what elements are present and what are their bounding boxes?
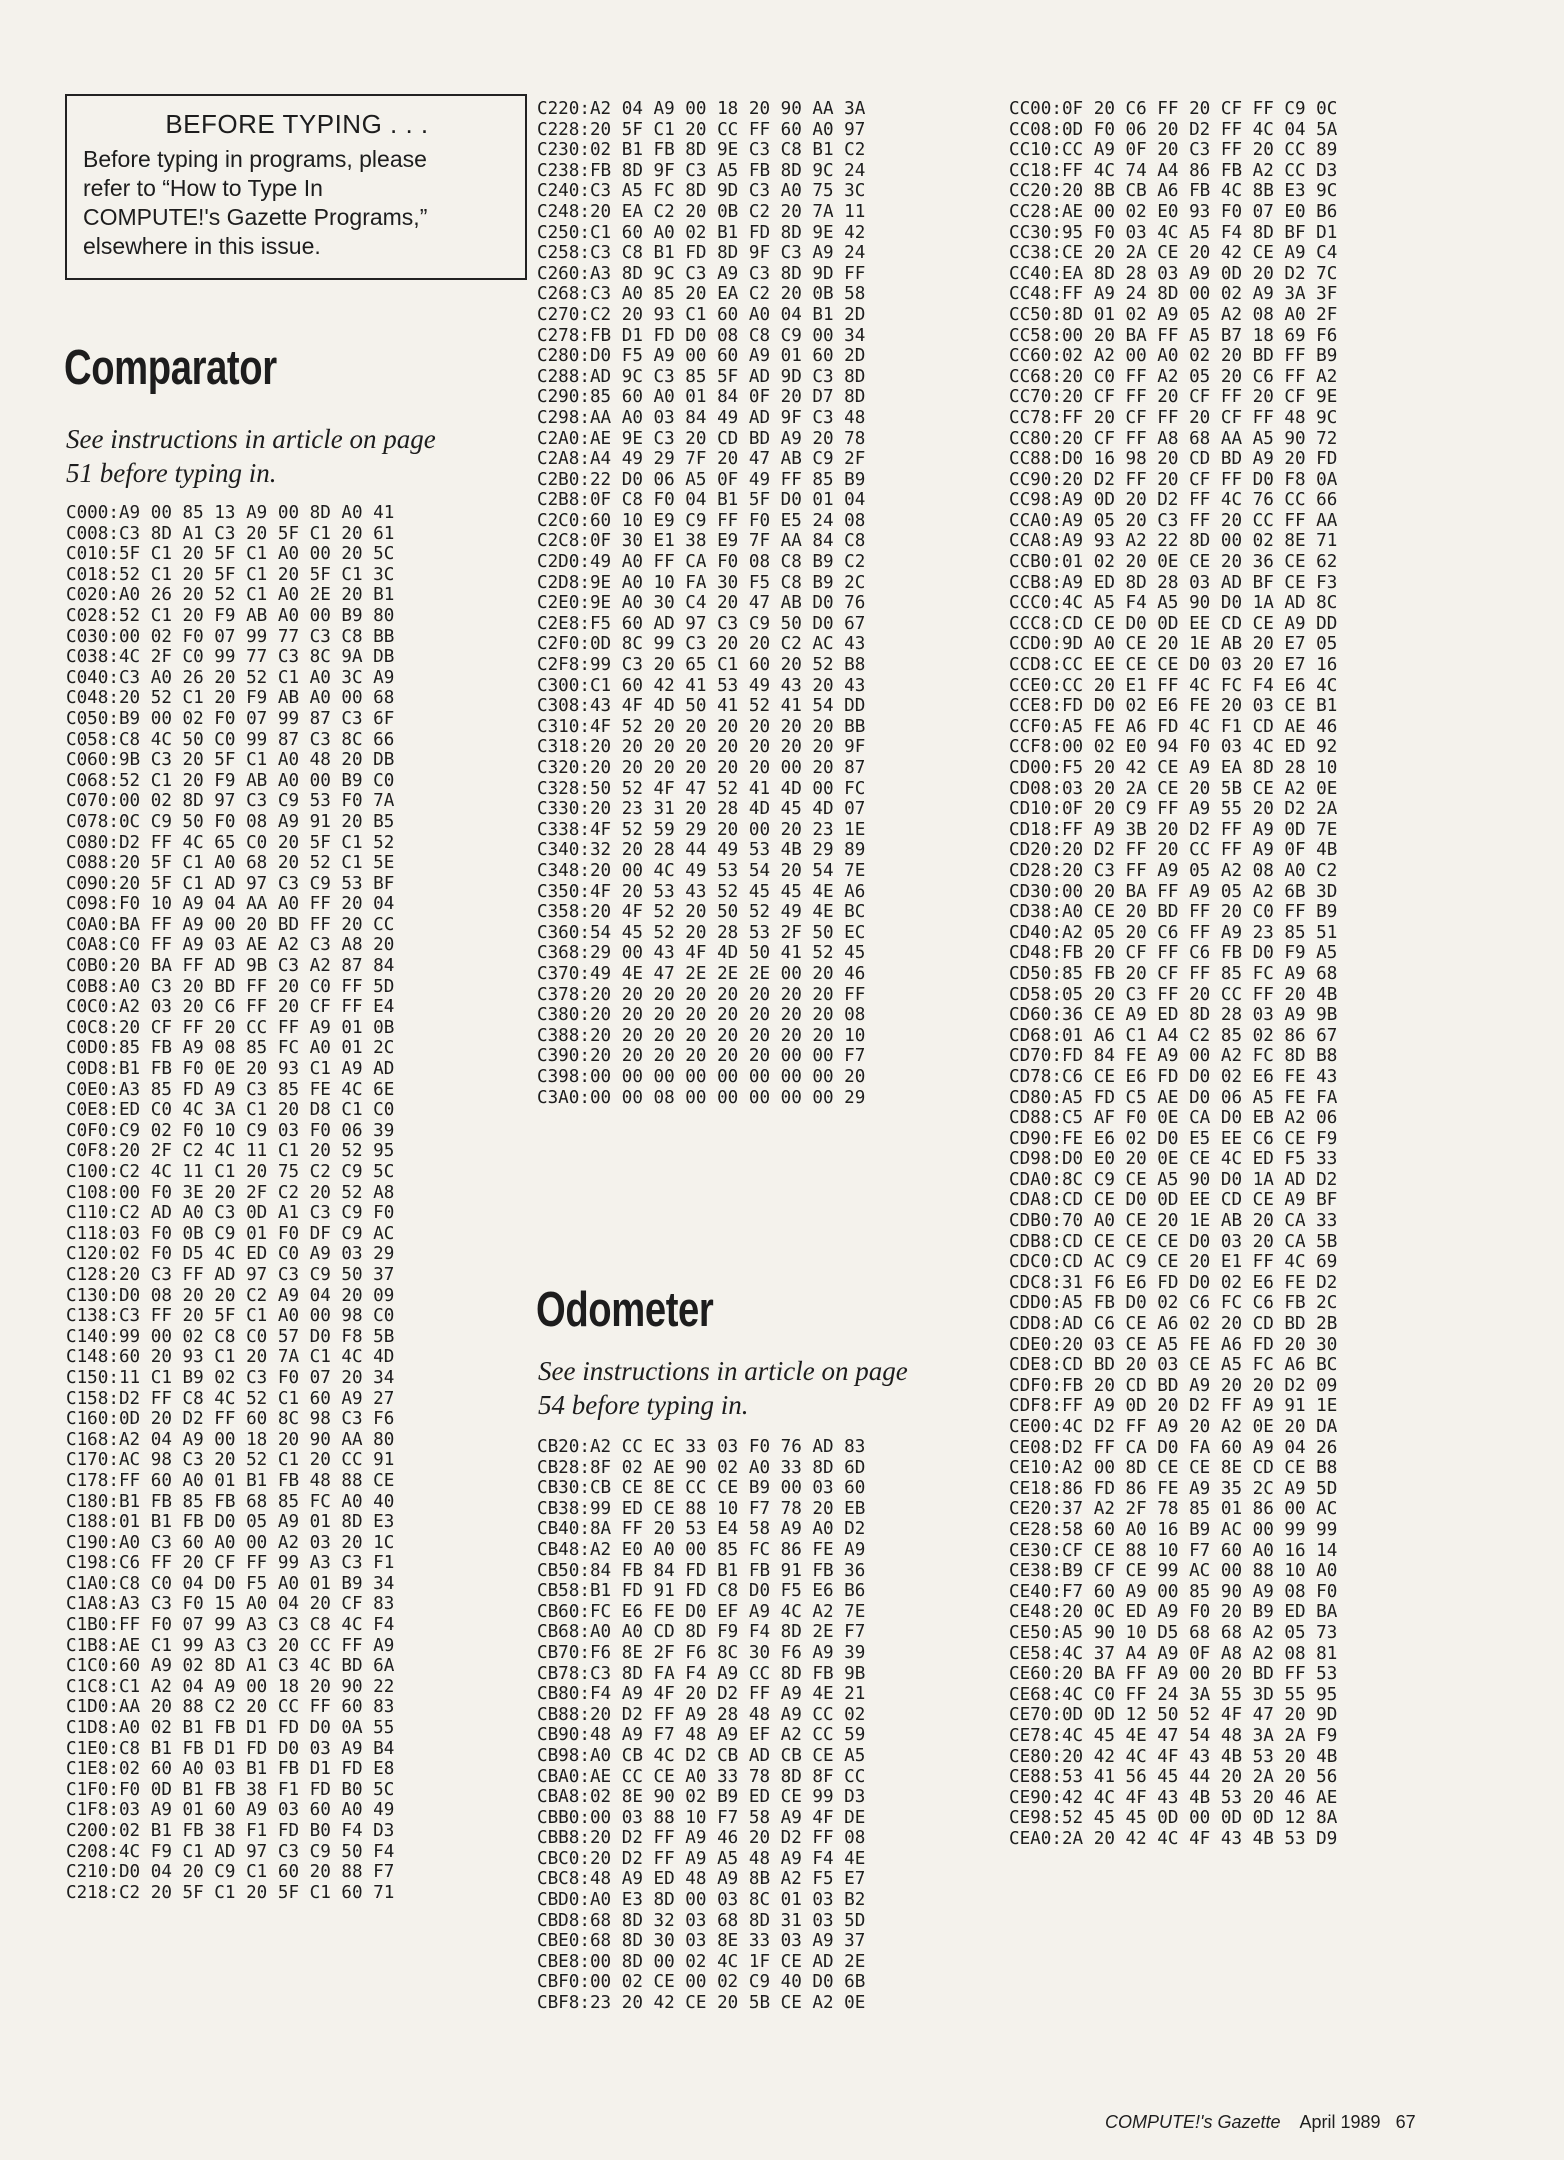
listing-line: C238:FB 8D 9F C3 A5 FB 8D 9C 24 — [537, 160, 866, 181]
listing-line: CC50:8D 01 02 A9 05 A2 08 A0 2F — [1009, 304, 1338, 325]
odometer-subtitle: See instructions in article on page 54 before typing in. — [538, 1356, 908, 1420]
listing-line: CBC8:48 A9 ED 48 A9 8B A2 F5 E7 — [537, 1869, 866, 1890]
listing-line: C190:A0 C3 60 A0 00 A2 03 20 1C — [66, 1532, 395, 1553]
listing-line: C0B8:A0 C3 20 BD FF 20 C0 FF 5D — [66, 976, 395, 997]
listing-line: C158:D2 FF C8 4C 52 C1 60 A9 27 — [66, 1388, 395, 1409]
listing-line: C0A8:C0 FF A9 03 AE A2 C3 A8 20 — [66, 935, 395, 956]
listing-line: C0D0:85 FB A9 08 85 FC A0 01 2C — [66, 1038, 395, 1059]
listing-line: CBC0:20 D2 FF A9 A5 48 A9 F4 4E — [537, 1848, 866, 1869]
listing-line: C038:4C 2F C0 99 77 C3 8C 9A DB — [66, 647, 395, 668]
listing-line: C030:00 02 F0 07 99 77 C3 C8 BB — [66, 626, 395, 647]
listing-line: CD50:85 FB 20 CF FF 85 FC A9 68 — [1009, 963, 1338, 984]
listing-line: CDE0:20 03 CE A5 FE A6 FD 20 30 — [1009, 1334, 1338, 1355]
listing-line: CB58:B1 FD 91 FD C8 D0 F5 E6 B6 — [537, 1581, 866, 1602]
listing-line: C180:B1 FB 85 FB 68 85 FC A0 40 — [66, 1491, 395, 1512]
listing-line: C1E8:02 60 A0 03 B1 FB D1 FD E8 — [66, 1759, 395, 1780]
listing-line: CC68:20 C0 FF A2 05 20 C6 FF A2 — [1009, 366, 1338, 387]
listing-line: C2D0:49 A0 FF CA F0 08 C8 B9 C2 — [537, 552, 866, 573]
listing-line: CCA8:A9 93 A2 22 8D 00 02 8E 71 — [1009, 531, 1338, 552]
comparator-title: Comparator — [64, 341, 277, 395]
listing-line: C148:60 20 93 C1 20 7A C1 4C 4D — [66, 1347, 395, 1368]
listing-line: CB48:A2 E0 A0 00 85 FC 86 FE A9 — [537, 1539, 866, 1560]
listing-line: CDA8:CD CE D0 0D EE CD CE A9 BF — [1009, 1190, 1338, 1211]
listing-line: C2B0:22 D0 06 A5 0F 49 FF 85 B9 — [537, 469, 866, 490]
listing-line: CE40:F7 60 A9 00 85 90 A9 08 F0 — [1009, 1581, 1338, 1602]
listing-line: C150:11 C1 B9 02 C3 F0 07 20 34 — [66, 1367, 395, 1388]
listing-line: C1D0:AA 20 88 C2 20 CC FF 60 83 — [66, 1697, 395, 1718]
listing-line: CD58:05 20 C3 FF 20 CC FF 20 4B — [1009, 984, 1338, 1005]
listing-line: CC20:20 8B CB A6 FB 4C 8B E3 9C — [1009, 181, 1338, 202]
listing-line: C290:85 60 A0 01 84 0F 20 D7 8D — [537, 387, 866, 408]
listing-line: C040:C3 A0 26 20 52 C1 A0 3C A9 — [66, 667, 395, 688]
listing-line: C0E8:ED C0 4C 3A C1 20 D8 C1 C0 — [66, 1100, 395, 1121]
listing-line: C3A0:00 00 08 00 00 00 00 00 29 — [537, 1087, 866, 1108]
listing-line: CBF8:23 20 42 CE 20 5B CE A2 0E — [537, 1993, 866, 2014]
listing-line: CC60:02 A2 00 A0 02 20 BD FF B9 — [1009, 346, 1338, 367]
listing-line: CB68:A0 A0 CD 8D F9 F4 8D 2E F7 — [537, 1622, 866, 1643]
listing-line: C240:C3 A5 FC 8D 9D C3 A0 75 3C — [537, 181, 866, 202]
listing-line: C100:C2 4C 11 C1 20 75 C2 C9 5C — [66, 1162, 395, 1182]
listing-line: CE60:20 BA FF A9 00 20 BD FF 53 — [1009, 1664, 1338, 1685]
listing-line: CD28:20 C3 FF A9 05 A2 08 A0 C2 — [1009, 860, 1338, 881]
listing-line: C198:C6 FF 20 CF FF 99 A3 C3 F1 — [66, 1553, 395, 1574]
listing-line: C320:20 20 20 20 20 20 00 20 87 — [537, 758, 866, 778]
listing-line: CD40:A2 05 20 C6 FF A9 23 85 51 — [1009, 922, 1338, 943]
listing-line: C2A8:A4 49 29 7F 20 47 AB C9 2F — [537, 449, 866, 470]
listing-line: C0F0:C9 02 F0 10 C9 03 F0 06 39 — [66, 1120, 395, 1141]
listing-line: CBE8:00 8D 00 02 4C 1F CE AD 2E — [537, 1951, 866, 1972]
footer-magazine: COMPUTE!'s Gazette — [1105, 2112, 1281, 2132]
listing-line: C170:AC 98 C3 20 52 C1 20 CC 91 — [66, 1450, 395, 1471]
listing-line: C218:C2 20 5F C1 20 5F C1 60 71 — [66, 1882, 395, 1903]
listing-line: C328:50 52 4F 47 52 41 4D 00 FC — [537, 778, 866, 799]
listing-line: C2E0:9E A0 30 C4 20 47 AB D0 76 — [537, 593, 866, 614]
listing-line: C340:32 20 28 44 49 53 4B 29 89 — [537, 840, 866, 861]
listing-line: CD78:C6 CE E6 FD D0 02 E6 FE 43 — [1009, 1066, 1338, 1087]
listing-line: CB78:C3 8D FA F4 A9 CC 8D FB 9B — [537, 1663, 866, 1684]
listing-line: C338:4F 52 59 29 20 00 20 23 1E — [537, 819, 866, 840]
listing-line: C220:A2 04 A9 00 18 20 90 AA 3A — [537, 99, 866, 119]
listing-line: CB38:99 ED CE 88 10 F7 78 20 EB — [537, 1498, 866, 1519]
listing-line: CDB0:70 A0 CE 20 1E AB 20 CA 33 — [1009, 1211, 1338, 1232]
listing-line: C1C8:C1 A2 04 A9 00 18 20 90 22 — [66, 1676, 395, 1697]
listing-line: C260:A3 8D 9C C3 A9 C3 8D 9D FF — [537, 263, 866, 284]
listing-line: C2C8:0F 30 E1 38 E9 7F AA 84 C8 — [537, 531, 866, 552]
listing-line: C128:20 C3 FF AD 97 C3 C9 50 37 — [66, 1264, 395, 1285]
before-typing-box — [65, 94, 527, 280]
before-typing-title: BEFORE TYPING . . . — [165, 109, 429, 139]
listing-line: CBB0:00 03 88 10 F7 58 A9 4F DE — [537, 1807, 866, 1828]
listing-line: C1A8:A3 C3 F0 15 A0 04 20 CF 83 — [66, 1594, 395, 1615]
listing-line: C348:20 00 4C 49 53 54 20 54 7E — [537, 860, 866, 881]
listing-line: CD10:0F 20 C9 FF A9 55 20 D2 2A — [1009, 799, 1338, 820]
listing-line: C300:C1 60 42 41 53 49 43 20 43 — [537, 675, 866, 696]
listing-line: CCB8:A9 ED 8D 28 03 AD BF CE F3 — [1009, 572, 1338, 593]
listing-line: C0C0:A2 03 20 C6 FF 20 CF FF E4 — [66, 997, 395, 1018]
odometer-listing-col2 — [537, 1437, 865, 2014]
listing-line: CBE0:68 8D 30 03 8E 33 03 A9 37 — [537, 1931, 866, 1952]
listing-line: CE38:B9 CF CE 99 AC 00 88 10 A0 — [1009, 1561, 1338, 1582]
listing-line: CE68:4C C0 FF 24 3A 55 3D 55 95 — [1009, 1684, 1338, 1705]
listing-line: CD00:F5 20 42 CE A9 EA 8D 28 10 — [1009, 758, 1338, 778]
listing-line: C310:4F 52 20 20 20 20 20 20 BB — [537, 716, 866, 737]
listing-line: CDC0:CD AC C9 CE 20 E1 FF 4C 69 — [1009, 1252, 1338, 1273]
odometer-listing-col3 — [1009, 99, 1337, 1849]
listing-line: C280:D0 F5 A9 00 60 A9 01 60 2D — [537, 346, 866, 367]
listing-line: CC78:FF 20 CF FF 20 CF FF 48 9C — [1009, 407, 1338, 428]
listing-line: CC38:CE 20 2A CE 20 42 CE A9 C4 — [1009, 243, 1338, 264]
listing-line: CBD8:68 8D 32 03 68 8D 31 03 5D — [537, 1910, 866, 1931]
listing-line: C020:A0 26 20 52 C1 A0 2E 20 B1 — [66, 585, 395, 606]
listing-line: C378:20 20 20 20 20 20 20 20 FF — [537, 984, 866, 1005]
listing-line: CE50:A5 90 10 D5 68 68 A2 05 73 — [1009, 1622, 1338, 1643]
listing-line: C360:54 45 52 20 28 53 2F 50 EC — [537, 922, 866, 943]
listing-line: C0C8:20 CF FF 20 CC FF A9 01 0B — [66, 1017, 395, 1038]
listing-line: CC18:FF 4C 74 A4 86 FB A2 CC D3 — [1009, 160, 1338, 181]
listing-line: CCE8:FD D0 02 E6 FE 20 03 CE B1 — [1009, 696, 1338, 717]
listing-line: C098:F0 10 A9 04 AA A0 FF 20 04 — [66, 894, 395, 915]
odometer-title: Odometer — [536, 1283, 714, 1337]
listing-line: CCF8:00 02 E0 94 F0 03 4C ED 92 — [1009, 737, 1338, 758]
listing-line: C0F8:20 2F C2 4C 11 C1 20 52 95 — [66, 1141, 395, 1162]
listing-line: C2E8:F5 60 AD 97 C3 C9 50 D0 67 — [537, 613, 866, 634]
listing-line: C118:03 F0 0B C9 01 F0 DF C9 AC — [66, 1223, 395, 1244]
listing-line: CD68:01 A6 C1 A4 C2 85 02 86 67 — [1009, 1025, 1338, 1046]
listing-line: CE18:86 FD 86 FE A9 35 2C A9 5D — [1009, 1478, 1338, 1499]
listing-line: C258:C3 C8 B1 FD 8D 9F C3 A9 24 — [537, 243, 866, 264]
listing-line: C048:20 52 C1 20 F9 AB A0 00 68 — [66, 688, 395, 709]
listing-line: C068:52 C1 20 F9 AB A0 00 B9 C0 — [66, 770, 395, 791]
listing-line: CB60:FC E6 FE D0 EF A9 4C A2 7E — [537, 1601, 866, 1622]
listing-line: C120:02 F0 D5 4C ED C0 A9 03 29 — [66, 1244, 395, 1265]
listing-line: CD98:D0 E0 20 0E CE 4C ED F5 33 — [1009, 1149, 1338, 1170]
listing-line: CD08:03 20 2A CE 20 5B CE A2 0E — [1009, 778, 1338, 799]
footer-page-number: 67 — [1395, 2112, 1416, 2132]
listing-line: CCA0:A9 05 20 C3 FF 20 CC FF AA — [1009, 510, 1338, 531]
listing-line: CC98:A9 0D 20 D2 FF 4C 76 CC 66 — [1009, 490, 1338, 511]
listing-line: C050:B9 00 02 F0 07 99 87 C3 6F — [66, 708, 395, 729]
listing-line: C000:A9 00 85 13 A9 00 8D A0 41 — [66, 503, 395, 523]
listing-line: CBF0:00 02 CE 00 02 C9 40 D0 6B — [537, 1972, 866, 1993]
listing-line: CE10:A2 00 8D CE CE 8E CD CE B8 — [1009, 1458, 1338, 1479]
listing-line: CD60:36 CE A9 ED 8D 28 03 A9 9B — [1009, 1005, 1338, 1026]
comparator-listing-col2 — [537, 99, 865, 1108]
listing-line: CE28:58 60 A0 16 B9 AC 00 99 99 — [1009, 1519, 1338, 1540]
listing-line: CB20:A2 CC EC 33 03 F0 76 AD 83 — [537, 1437, 866, 1457]
listing-line: CCE0:CC 20 E1 FF 4C FC F4 E6 4C — [1009, 675, 1338, 696]
listing-line: C060:9B C3 20 5F C1 A0 48 20 DB — [66, 750, 395, 771]
listing-line: CCC8:CD CE D0 0D EE CD CE A9 DD — [1009, 613, 1338, 634]
before-typing-body: Before typing in programs, please refer to “How to Type In COMPUTE!'s Gazette Programs,” elsewhere in this issue. — [83, 146, 428, 259]
listing-line: CD70:FD 84 FE A9 00 A2 FC 8D B8 — [1009, 1046, 1338, 1067]
listing-line: CE98:52 45 45 0D 00 0D 0D 12 8A — [1009, 1808, 1338, 1829]
comparator-subtitle: See instructions in article on page 51 before typing in. — [66, 424, 436, 488]
listing-line: CD18:FF A9 3B 20 D2 FF A9 0D 7E — [1009, 819, 1338, 840]
listing-line: CC80:20 CF FF A8 68 AA A5 90 72 — [1009, 428, 1338, 449]
listing-line: C028:52 C1 20 F9 AB A0 00 B9 80 — [66, 605, 395, 626]
listing-line: C370:49 4E 47 2E 2E 2E 00 20 46 — [537, 963, 866, 984]
listing-line: C2B8:0F C8 F0 04 B1 5F D0 01 04 — [537, 490, 866, 511]
listing-line: CDA0:8C C9 CE A5 90 D0 1A AD D2 — [1009, 1169, 1338, 1190]
listing-line: CC70:20 CF FF 20 CF FF 20 CF 9E — [1009, 387, 1338, 408]
listing-line: C1C0:60 A9 02 8D A1 C3 4C BD 6A — [66, 1656, 395, 1677]
listing-line: CE20:37 A2 2F 78 85 01 86 00 AC — [1009, 1499, 1338, 1520]
listing-line: C380:20 20 20 20 20 20 20 20 08 — [537, 1005, 866, 1026]
listing-line: CE48:20 0C ED A9 F0 20 B9 ED BA — [1009, 1602, 1338, 1623]
listing-line: CD90:FE E6 02 D0 E5 EE C6 CE F9 — [1009, 1128, 1338, 1149]
listing-line: C1D8:A0 02 B1 FB D1 FD D0 0A 55 — [66, 1718, 395, 1739]
listing-line: CD48:FB 20 CF FF C6 FB D0 F9 A5 — [1009, 943, 1338, 964]
listing-line: CC30:95 F0 03 4C A5 F4 8D BF D1 — [1009, 222, 1338, 243]
listing-line: C140:99 00 02 C8 C0 57 D0 F8 5B — [66, 1326, 395, 1347]
listing-line: C358:20 4F 52 20 50 52 49 4E BC — [537, 902, 866, 923]
listing-line: C278:FB D1 FD D0 08 C8 C9 00 34 — [537, 325, 866, 346]
listing-line: C1E0:C8 B1 FB D1 FD D0 03 A9 B4 — [66, 1738, 395, 1759]
listing-line: CD38:A0 CE 20 BD FF 20 C0 FF B9 — [1009, 902, 1338, 923]
listing-line: C078:0C C9 50 F0 08 A9 91 20 B5 — [66, 811, 395, 832]
listing-line: C398:00 00 00 00 00 00 00 00 20 — [537, 1066, 866, 1087]
listing-line: C058:C8 4C 50 C0 99 87 C3 8C 66 — [66, 729, 395, 750]
listing-line: CD20:20 D2 FF 20 CC FF A9 0F 4B — [1009, 840, 1338, 861]
listing-line: C2F8:99 C3 20 65 C1 60 20 52 B8 — [537, 655, 866, 676]
listing-line: C2F0:0D 8C 99 C3 20 20 C2 AC 43 — [537, 634, 866, 655]
listing-line: CE80:20 42 4C 4F 43 4B 53 20 4B — [1009, 1746, 1338, 1767]
listing-line: CD88:C5 AF F0 0E CA D0 EB A2 06 — [1009, 1108, 1338, 1129]
listing-line: CB40:8A FF 20 53 E4 58 A9 A0 D2 — [537, 1519, 866, 1540]
listing-line: CCD0:9D A0 CE 20 1E AB 20 E7 05 — [1009, 634, 1338, 655]
listing-line: CDD0:A5 FB D0 02 C6 FC C6 FB 2C — [1009, 1293, 1338, 1314]
listing-line: CD80:A5 FD C5 AE D0 06 A5 FE FA — [1009, 1087, 1338, 1108]
listing-line: CC58:00 20 BA FF A5 B7 18 69 F6 — [1009, 325, 1338, 346]
listing-line: C210:D0 04 20 C9 C1 60 20 88 F7 — [66, 1862, 395, 1883]
listing-line: C130:D0 08 20 20 C2 A9 04 20 09 — [66, 1285, 395, 1306]
listing-line: CCB0:01 02 20 0E CE 20 36 CE 62 — [1009, 552, 1338, 573]
listing-line: C1B8:AE C1 99 A3 C3 20 CC FF A9 — [66, 1635, 395, 1656]
listing-line: CE00:4C D2 FF A9 20 A2 0E 20 DA — [1009, 1417, 1338, 1437]
listing-line: C1A0:C8 C0 04 D0 F5 A0 01 B9 34 — [66, 1573, 395, 1594]
listing-line: CDC8:31 F6 E6 FD D0 02 E6 FE D2 — [1009, 1272, 1338, 1293]
listing-line: C230:02 B1 FB 8D 9E C3 C8 B1 C2 — [537, 140, 866, 161]
listing-line: C330:20 23 31 20 28 4D 45 4D 07 — [537, 799, 866, 820]
listing-line: C008:C3 8D A1 C3 20 5F C1 20 61 — [66, 523, 395, 544]
listing-line: C110:C2 AD A0 C3 0D A1 C3 C9 F0 — [66, 1203, 395, 1224]
listing-line: CDF0:FB 20 CD BD A9 20 20 D2 09 — [1009, 1375, 1338, 1396]
listing-line: CC10:CC A9 0F 20 C3 FF 20 CC 89 — [1009, 140, 1338, 161]
listing-line: C0D8:B1 FB F0 0E 20 93 C1 A9 AD — [66, 1059, 395, 1080]
listing-line: C108:00 F0 3E 20 2F C2 20 52 A8 — [66, 1182, 395, 1203]
listing-line: CBD0:A0 E3 8D 00 03 8C 01 03 B2 — [537, 1890, 866, 1911]
listing-line: C0A0:BA FF A9 00 20 BD FF 20 CC — [66, 914, 395, 935]
listing-line: CC88:D0 16 98 20 CD BD A9 20 FD — [1009, 449, 1338, 470]
listing-line: CB50:84 FB 84 FD B1 FB 91 FB 36 — [537, 1560, 866, 1581]
comparator-listing-col1 — [66, 503, 394, 1903]
listing-line: C200:02 B1 FB 38 F1 FD B0 F4 D3 — [66, 1821, 395, 1841]
listing-line: CCD8:CC EE CE CE D0 03 20 E7 16 — [1009, 655, 1338, 676]
listing-line: CCC0:4C A5 F4 A5 90 D0 1A AD 8C — [1009, 593, 1338, 614]
listing-line: C160:0D 20 D2 FF 60 8C 98 C3 F6 — [66, 1409, 395, 1430]
listing-line: C308:43 4F 4D 50 41 52 41 54 DD — [537, 696, 866, 717]
listing-line: C228:20 5F C1 20 CC FF 60 A0 97 — [537, 119, 866, 140]
listing-line: CB90:48 A9 F7 48 A9 EF A2 CC 59 — [537, 1725, 866, 1746]
listing-line: C0E0:A3 85 FD A9 C3 85 FE 4C 6E — [66, 1079, 395, 1100]
listing-line: C2D8:9E A0 10 FA 30 F5 C8 B9 2C — [537, 572, 866, 593]
listing-line: C208:4C F9 C1 AD 97 C3 C9 50 F4 — [66, 1841, 395, 1862]
listing-line: CE58:4C 37 A4 A9 0F A8 A2 08 81 — [1009, 1643, 1338, 1664]
listing-line: CB88:20 D2 FF A9 28 48 A9 CC 02 — [537, 1704, 866, 1725]
listing-line: C010:5F C1 20 5F C1 A0 00 20 5C — [66, 544, 395, 565]
listing-line: C1F8:03 A9 01 60 A9 03 60 A0 49 — [66, 1800, 395, 1821]
listing-line: C2C0:60 10 E9 C9 FF F0 E5 24 08 — [537, 510, 866, 531]
listing-line: C0B0:20 BA FF AD 9B C3 A2 87 84 — [66, 956, 395, 977]
listing-line: CC08:0D F0 06 20 D2 FF 4C 04 5A — [1009, 119, 1338, 140]
listing-line: CC48:FF A9 24 8D 00 02 A9 3A 3F — [1009, 284, 1338, 305]
listing-line: C288:AD 9C C3 85 5F AD 9D C3 8D — [537, 366, 866, 387]
listing-line: CE88:53 41 56 45 44 20 2A 20 56 — [1009, 1767, 1338, 1788]
listing-line: CD30:00 20 BA FF A9 05 A2 6B 3D — [1009, 881, 1338, 902]
listing-line: C1B0:FF F0 07 99 A3 C3 C8 4C F4 — [66, 1615, 395, 1636]
listing-line: CCF0:A5 FE A6 FD 4C F1 CD AE 46 — [1009, 716, 1338, 737]
listing-line: CDF8:FF A9 0D 20 D2 FF A9 91 1E — [1009, 1396, 1338, 1417]
listing-line: CC00:0F 20 C6 FF 20 CF FF C9 0C — [1009, 99, 1338, 119]
listing-line: CC28:AE 00 02 E0 93 F0 07 E0 B6 — [1009, 201, 1338, 222]
listing-line: C318:20 20 20 20 20 20 20 20 9F — [537, 737, 866, 758]
page-footer — [1105, 2112, 1416, 2133]
listing-line: CC40:EA 8D 28 03 A9 0D 20 D2 7C — [1009, 263, 1338, 284]
listing-line: CB70:F6 8E 2F F6 8C 30 F6 A9 39 — [537, 1642, 866, 1663]
listing-line: C088:20 5F C1 A0 68 20 52 C1 5E — [66, 853, 395, 874]
listing-line: CBA0:AE CC CE A0 33 78 8D 8F CC — [537, 1766, 866, 1787]
listing-line: C298:AA A0 03 84 49 AD 9F C3 48 — [537, 407, 866, 428]
listing-line: C090:20 5F C1 AD 97 C3 C9 53 BF — [66, 873, 395, 894]
listing-line: CB28:8F 02 AE 90 02 A0 33 8D 6D — [537, 1457, 866, 1478]
listing-line: C350:4F 20 53 43 52 45 45 4E A6 — [537, 881, 866, 902]
listing-line: C070:00 02 8D 97 C3 C9 53 F0 7A — [66, 791, 395, 812]
listing-line: CEA0:2A 20 42 4C 4F 43 4B 53 D9 — [1009, 1828, 1338, 1849]
listing-line: C080:D2 FF 4C 65 C0 20 5F C1 52 — [66, 832, 395, 853]
listing-line: C2A0:AE 9E C3 20 CD BD A9 20 78 — [537, 428, 866, 449]
listing-line: CBA8:02 8E 90 02 B9 ED CE 99 D3 — [537, 1787, 866, 1808]
listing-line: CDE8:CD BD 20 03 CE A5 FC A6 BC — [1009, 1355, 1338, 1376]
listing-line: C248:20 EA C2 20 0B C2 20 7A 11 — [537, 201, 866, 222]
listing-line: CB98:A0 CB 4C D2 CB AD CB CE A5 — [537, 1745, 866, 1766]
listing-line: C188:01 B1 FB D0 05 A9 01 8D E3 — [66, 1512, 395, 1533]
listing-line: C270:C2 20 93 C1 60 A0 04 B1 2D — [537, 304, 866, 325]
listing-line: C178:FF 60 A0 01 B1 FB 48 88 CE — [66, 1470, 395, 1491]
listing-line: C168:A2 04 A9 00 18 20 90 AA 80 — [66, 1429, 395, 1450]
footer-date: April 1989 — [1299, 2112, 1381, 2132]
listing-line: C388:20 20 20 20 20 20 20 20 10 — [537, 1025, 866, 1046]
listing-line: C250:C1 60 A0 02 B1 FD 8D 9E 42 — [537, 222, 866, 243]
listing-line: CC90:20 D2 FF 20 CF FF D0 F8 0A — [1009, 469, 1338, 490]
listing-line: C1F0:F0 0D B1 FB 38 F1 FD B0 5C — [66, 1779, 395, 1800]
listing-line: CB30:CB CE 8E CC CE B9 00 03 60 — [537, 1478, 866, 1499]
listing-line: CE30:CF CE 88 10 F7 60 A0 16 14 — [1009, 1540, 1338, 1561]
listing-line: CB80:F4 A9 4F 20 D2 FF A9 4E 21 — [537, 1684, 866, 1705]
listing-line: CE70:0D 0D 12 50 52 4F 47 20 9D — [1009, 1705, 1338, 1726]
listing-line: CBB8:20 D2 FF A9 46 20 D2 FF 08 — [537, 1828, 866, 1849]
listing-line: C368:29 00 43 4F 4D 50 41 52 45 — [537, 943, 866, 964]
listing-line: C268:C3 A0 85 20 EA C2 20 0B 58 — [537, 284, 866, 305]
listing-line: C018:52 C1 20 5F C1 20 5F C1 3C — [66, 564, 395, 585]
listing-line: CE08:D2 FF CA D0 FA 60 A9 04 26 — [1009, 1437, 1338, 1458]
listing-line: C138:C3 FF 20 5F C1 A0 00 98 C0 — [66, 1306, 395, 1327]
listing-line: C390:20 20 20 20 20 20 00 00 F7 — [537, 1046, 866, 1067]
listing-line: CDD8:AD C6 CE A6 02 20 CD BD 2B — [1009, 1314, 1338, 1335]
listing-line: CE78:4C 45 4E 47 54 48 3A 2A F9 — [1009, 1725, 1338, 1746]
listing-line: CDB8:CD CE CE CE D0 03 20 CA 5B — [1009, 1231, 1338, 1252]
listing-line: CE90:42 4C 4F 43 4B 53 20 46 AE — [1009, 1787, 1338, 1808]
